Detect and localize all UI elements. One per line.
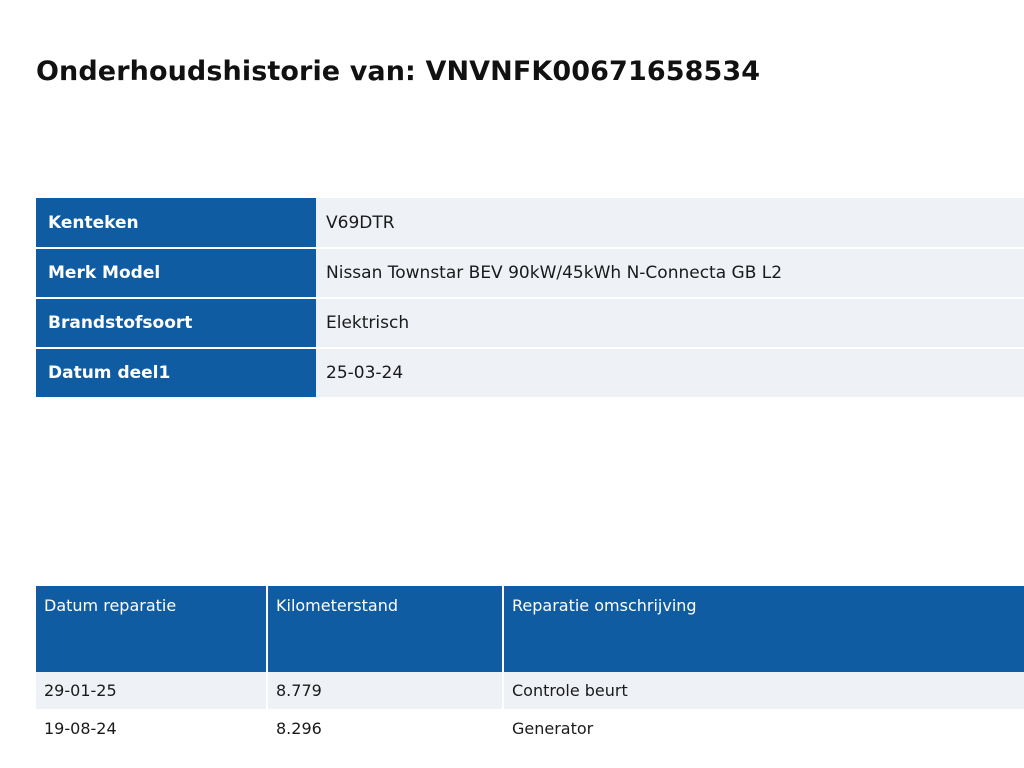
repair-date: 19-08-24 xyxy=(36,710,267,748)
vehicle-info-table xyxy=(36,198,1024,399)
vehicle-label-merk-model: Merk Model xyxy=(36,248,316,298)
repair-km: 8.779 xyxy=(267,672,503,710)
vehicle-label-brandstofsoort: Brandstofsoort xyxy=(36,298,316,348)
repair-history-table xyxy=(36,586,1024,748)
vehicle-value-brandstofsoort: Elektrisch xyxy=(316,298,1024,348)
table-row xyxy=(36,348,1024,398)
table-header-row xyxy=(36,586,1024,672)
page-title: Onderhoudshistorie van: VNVNFK00671658534 xyxy=(36,56,761,88)
column-header-reparatie-omschrijving: Reparatie omschrijving xyxy=(503,586,1024,672)
vehicle-value-merk-model: Nissan Townstar BEV 90kW/45kWh N-Connecta GB L2 xyxy=(316,248,1024,298)
column-header-datum-reparatie: Datum reparatie xyxy=(36,586,267,672)
column-header-kilometerstand: Kilometerstand xyxy=(267,586,503,672)
table-row xyxy=(36,248,1024,298)
vehicle-value-datum-deel1: 25-03-24 xyxy=(316,348,1024,398)
vehicle-label-datum-deel1: Datum deel1 xyxy=(36,348,316,398)
table-row xyxy=(36,298,1024,348)
table-row xyxy=(36,710,1024,748)
table-row xyxy=(36,198,1024,248)
repair-description: Controle beurt xyxy=(503,672,1024,710)
vehicle-value-kenteken: V69DTR xyxy=(316,198,1024,248)
vehicle-label-kenteken: Kenteken xyxy=(36,198,316,248)
repair-km: 8.296 xyxy=(267,710,503,748)
repair-description: Generator xyxy=(503,710,1024,748)
table-row xyxy=(36,672,1024,710)
repair-date: 29-01-25 xyxy=(36,672,267,710)
